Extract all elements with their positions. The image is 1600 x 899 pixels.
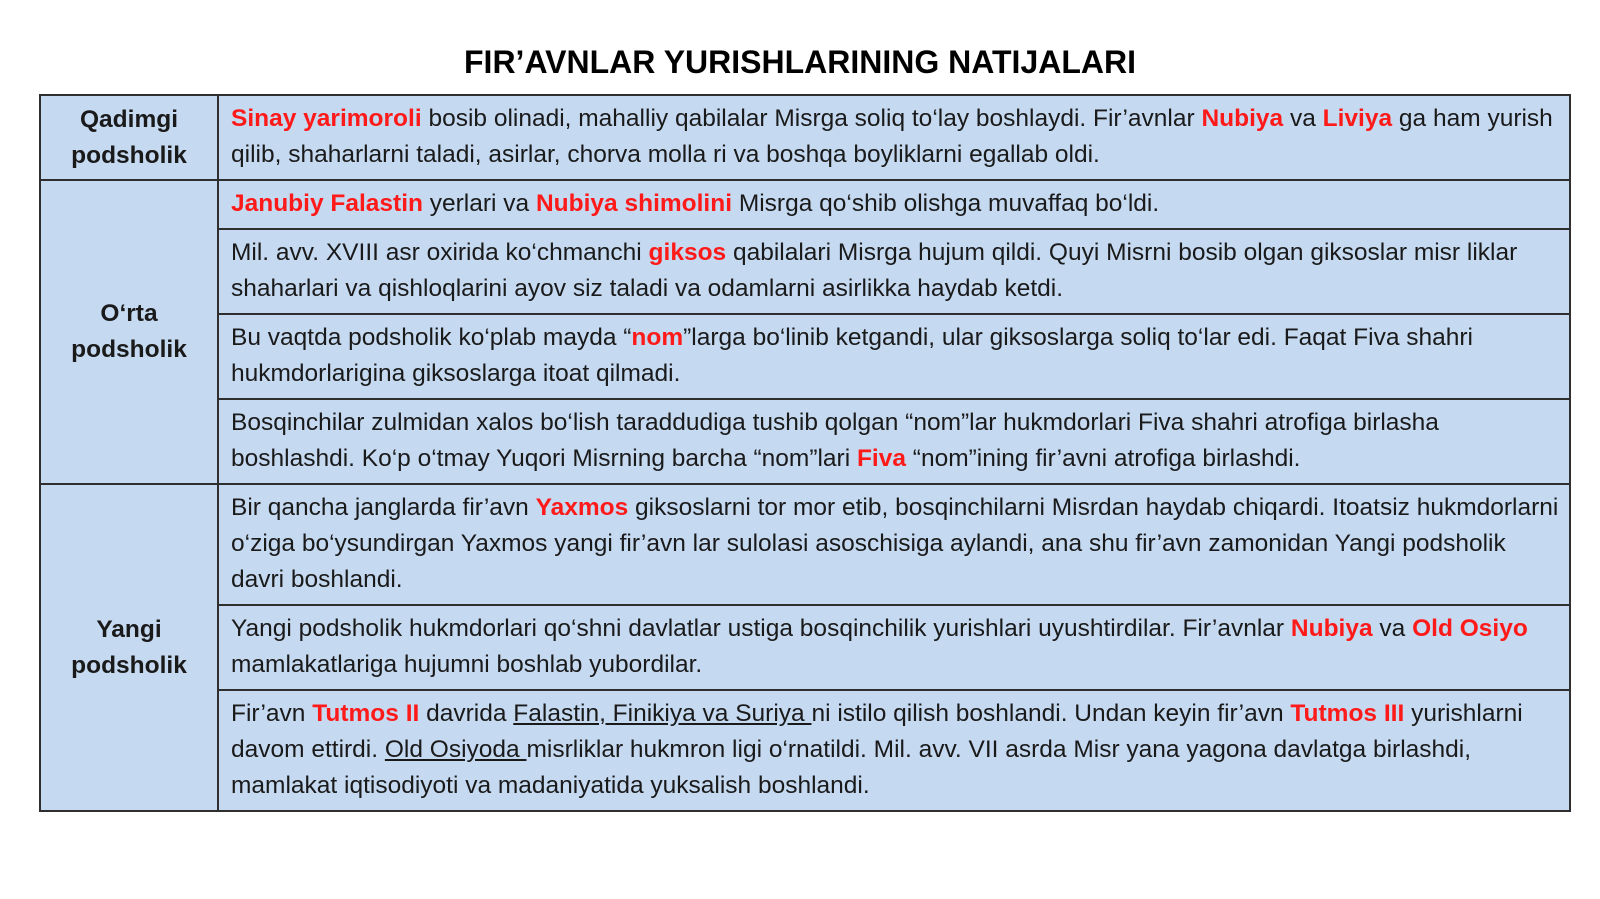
highlighted-term: Yaxmos	[535, 494, 629, 521]
period-cell-yangi	[40, 484, 218, 811]
highlighted-term: Sinay yarimoroli	[231, 105, 422, 132]
highlighted-term: giksos	[648, 239, 727, 266]
cell-text: va	[1372, 615, 1413, 642]
period-label: Yangi	[96, 615, 162, 643]
cell-text: Yangi podsholik hukmdorlari qo‘shni davlatlar ustiga bosqinchilik yurishlari uyushtirdilar. Fir’avnlar	[231, 615, 1291, 642]
cell-text: bosib olinadi, mahalliy qabilalar Misrga soliq to‘lay boshlaydi. Fir’avnlar	[421, 105, 1202, 132]
cell-text: qabilalari Misrga hujum qildi. Quyi Misrni bosib olgan giksoslar misr liklar shaharlari va qishloqlarini ayov siz taladi va odamlarni asirlikka haydab ketdi.	[231, 239, 1518, 302]
table-cell	[218, 690, 1570, 811]
page-title: FIR’AVNLAR YURISHLARINING NATIJALARI	[464, 44, 1136, 80]
highlighted-term: Nubiya	[1290, 615, 1373, 642]
table-row	[40, 399, 1570, 484]
cell-text: mamlakatlariga hujumni boshlab yubordilar.	[231, 651, 703, 678]
table-row	[40, 314, 1570, 399]
table-row	[40, 229, 1570, 314]
table-row	[40, 484, 1570, 605]
table-row	[40, 180, 1570, 229]
table-cell	[218, 180, 1570, 229]
cell-text: misrliklar hukmron ligi o‘rnatildi. Mil. avv. VII asrda Misr yana yagona davlatga birlashdi, mamlakat iqtisodiyoti va madaniyatida yuksalish boshlandi.	[231, 736, 1472, 799]
cell-text: yerlari va	[422, 190, 536, 217]
highlighted-term: Tutmos III	[1290, 700, 1405, 727]
cell-text: yurishlarni davom ettirdi.	[231, 700, 1523, 763]
cell-text: “nom”ining fir’avni atrofiga birlashdi.	[906, 445, 1301, 472]
cell-text: Bosqinchilar zulmidan xalos bo‘lish taraddudiga tushib qolgan “nom”lar hukmdorlari Fiva shahri atrofiga birlasha boshlashdi. Ko‘p o‘tmay Yuqori Misrning barcha “nom”lari	[231, 409, 1439, 472]
table-row	[40, 690, 1570, 811]
period-label: podsholik	[71, 336, 187, 363]
period-label: Qadimgi	[79, 105, 178, 133]
highlighted-term: Nubiya shimolini	[535, 190, 733, 217]
period-cell-orta	[40, 180, 218, 484]
table-cell	[218, 95, 1570, 180]
period-label: O‘rta	[100, 300, 158, 327]
cell-text: davrida	[419, 700, 514, 727]
period-label: podsholik	[71, 141, 187, 169]
highlighted-term: Nubiya	[1201, 105, 1284, 132]
cell-text: Bu vaqtda podsholik ko‘plab mayda “	[231, 324, 632, 351]
cell-text: Mil. avv. XVIII asr oxirida ko‘chmanchi	[231, 239, 649, 266]
highlighted-term: Old Osiyo	[1412, 615, 1528, 642]
cell-text: va	[1283, 105, 1323, 132]
cell-text: ga ham yurish qilib, shaharlarni taladi, asirlar, chorva molla ri va boshqa boyliklarni egallab oldi.	[231, 105, 1553, 168]
period-cell-qadimgi	[40, 95, 218, 180]
cell-text: Fir’avn	[231, 700, 313, 727]
table-cell	[218, 484, 1570, 605]
highlighted-term: Janubiy Falastin	[231, 190, 423, 217]
table-row	[40, 605, 1570, 690]
highlighted-term: Liviya	[1322, 105, 1393, 132]
table-cell	[218, 399, 1570, 484]
highlighted-term: Fiva	[856, 445, 906, 472]
table-cell	[218, 605, 1570, 690]
results-table	[39, 94, 1571, 812]
cell-text: Misrga qo‘shib olishga muvaffaq bo‘ldi.	[732, 190, 1160, 217]
cell-text: ”larga bo‘linib ketgandi, ular giksoslarga soliq to‘lar edi. Faqat Fiva shahri hukmdorlarigina giksoslarga itoat qilmadi.	[231, 324, 1473, 387]
cell-text: giksoslarni tor mor etib, bosqinchilarni Misrdan haydab chiqardi. Itoatsiz hukmdorlarni o‘ziga bo‘ysundirgan Yaxmos yangi fir’avn lar sulolasi asoschisiga aylandi, ana shu fir’avn zamonidan Yangi podsholik davri boshlandi.	[231, 494, 1559, 593]
table-cell	[218, 314, 1570, 399]
underlined-term: Falastin, Finikiya va Suriya	[513, 700, 812, 727]
cell-text: Bir qancha janglarda fir’avn	[231, 494, 536, 521]
table-row	[40, 95, 1570, 180]
table-cell	[218, 229, 1570, 314]
cell-text: ni istilo qilish boshlandi. Undan keyin fir’avn	[811, 700, 1291, 727]
underlined-term: Old Osiyoda	[384, 736, 527, 763]
period-label: podsholik	[71, 651, 187, 679]
highlighted-term: Tutmos II	[312, 700, 420, 727]
highlighted-term: nom	[631, 324, 684, 351]
